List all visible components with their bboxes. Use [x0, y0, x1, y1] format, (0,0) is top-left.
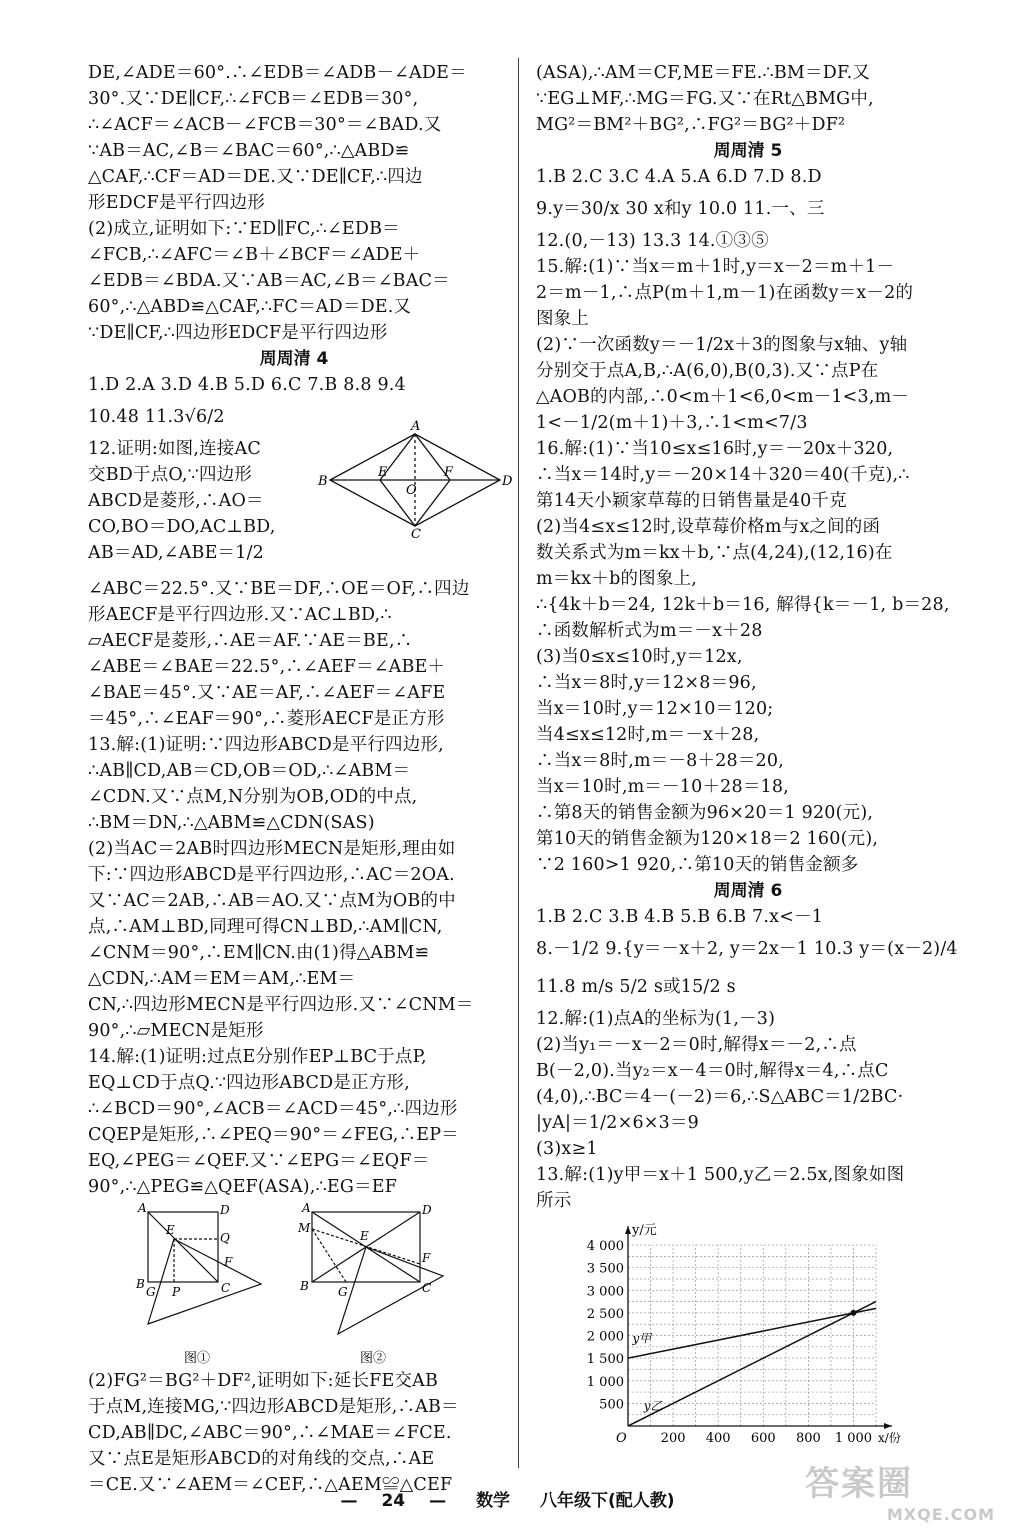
label-o: O: [406, 483, 417, 498]
left-text-block-a: [88, 60, 500, 346]
text-line: 90°,∴▱MECN是矩形: [88, 1021, 264, 1041]
intersection-point: [850, 1310, 856, 1316]
fig1-label-g: G: [146, 1285, 156, 1299]
text-line: 当x＝10时,y＝12×10＝120;: [536, 699, 774, 719]
y-tick-label: 1 000: [586, 1374, 624, 1390]
answers-5-line-2: 9.y＝30/x 30 x和y 10.0 11.一、三: [536, 199, 825, 219]
text-line: ∴∠ACF＝∠ACB－∠FCB＝30°＝∠BAD.又: [88, 115, 442, 135]
text-line: 15.解:(1)∵当x＝m＋1时,y＝x－2＝m＋1－: [536, 257, 895, 277]
text-line: ABCD是菱形,∴AO＝: [88, 491, 264, 511]
fig2-label-b: B: [300, 1279, 309, 1293]
label-d: D: [502, 474, 513, 489]
text-line: 13.解:(1)证明:∵四边形ABCD是平行四边形,: [88, 735, 444, 755]
text-line: ∵2 160>1 920,∴第10天的销售金额多: [536, 855, 859, 875]
text-line: DE,∠ADE＝60°.∴∠EDB＝∠ADB－∠ADE＝: [88, 63, 467, 83]
label-b: B: [318, 474, 328, 489]
series-line: [628, 1302, 876, 1426]
heading-zhouzhouqing-4: 周周清 4: [259, 349, 329, 369]
answers-6-line-3: 11.8 m/s 5/2 s或15/2 s: [536, 977, 736, 997]
text-line: (4,0),∴BC＝4－(－2)＝6,∴S△ABC＝1/2BC·: [536, 1087, 904, 1107]
text-line: 所示: [536, 1191, 572, 1211]
y-tick-label: 1 500: [586, 1352, 624, 1368]
text-line: EQ⊥CD于点Q.∵四边形ABCD是正方形,: [88, 1073, 410, 1093]
text-line: AB＝AD,∠ABE＝1/2: [88, 543, 265, 563]
text-line: ∴{4k＋b＝24, 12k＋b＝16, 解得{k＝－1, b＝28,: [536, 595, 950, 615]
left-text-block-b: [88, 576, 500, 1200]
diagonal-ac: [148, 1212, 218, 1282]
label-c: C: [411, 527, 421, 542]
page-footer: — 24 — 数学 八年级下(配人教): [340, 1491, 675, 1511]
text-line: ∵AB＝AC,∠B＝∠BAC＝60°,∴△ABD≌: [88, 141, 410, 161]
answers-6-line-2: 8.－1/2 9.{y＝－x＋2, y＝2x－1 10.3 y＝(x－2)/4: [536, 939, 958, 959]
figure-2: [298, 1201, 468, 1366]
text-line: ∴函数解析式为m＝－x＋28: [536, 621, 763, 641]
text-line: MG²＝BM²＋BG²,∴FG²＝BG²＋DF²: [536, 115, 846, 135]
footer-grade: 八年级下(配人教): [539, 1491, 675, 1511]
footer-subject: 数学: [476, 1491, 511, 1511]
text-line: ∴BM＝DN,∴△ABM≌△CDN(SAS): [88, 813, 375, 833]
text-line: ∠EDB＝∠BDA.又∵AB＝AC,∠B＝∠BAC＝: [88, 271, 450, 291]
series-label: y甲: [632, 1331, 652, 1346]
fig2-label-g: G: [338, 1285, 348, 1299]
fig2-label-c: C: [422, 1281, 432, 1295]
text-line: 点,∴AM⊥BD,同理可得CN⊥BD,∴AM∥CN,: [88, 917, 443, 937]
text-line: ∵EG⊥MF,∴MG＝FG.又∵在Rt△BMG中,: [536, 89, 874, 109]
y-tick-label: 3 000: [586, 1284, 624, 1300]
text-line: (3)x≥1: [536, 1139, 598, 1159]
text-line: 形EDCF是平行四边形: [88, 193, 266, 213]
answers-5-line-3: 12.(0,－13) 13.3 14.①③⑤: [536, 231, 769, 251]
heading-zhouzhouqing-5: 周周清 5: [713, 141, 783, 161]
text-line: 形AECF是平行四边形.又∵AC⊥BD,∴: [88, 605, 392, 625]
text-line: (2)成立,证明如下:∵ED∥FC,∴∠EDB＝: [88, 219, 400, 239]
fig2-label-f: F: [422, 1251, 431, 1265]
figure-1: [136, 1201, 276, 1366]
text-line: 16.解:(1)∵当10≤x≤16时,y＝－20x＋320,: [536, 439, 894, 459]
answers-6-line-1: 1.B 2.C 3.B 4.B 5.B 6.B 7.x<－1: [536, 907, 824, 927]
text-line: ＝45°,∴∠EAF＝90°,∴菱形AECF是正方形: [88, 709, 445, 729]
origin-label: O: [616, 1431, 627, 1446]
text-line: △CAF,∴CF＝AD＝DE.又∵DE∥CF,∴四边: [88, 167, 423, 187]
text-line: ∠CDN.又∵点M,N分别为OB,OD的中点,: [88, 787, 418, 807]
text-line: ∵DE∥CF,∴四边形EDCF是平行四边形: [88, 323, 388, 343]
y-tick-label: 3 500: [586, 1261, 624, 1277]
y-tick-label: 4 000: [586, 1239, 624, 1255]
text-line: CQEP是矩形,∴∠PEQ＝90°＝∠FEG,∴EP＝: [88, 1125, 459, 1145]
text-line: △CDN,∴AM＝EM＝AM,∴EM＝: [88, 969, 356, 989]
column-divider: [518, 58, 519, 1468]
x-tick-label: 400: [705, 1431, 731, 1446]
text-line: ∠FCB,∴∠AFC＝∠B＋∠BCF＝∠ADE＋: [88, 245, 421, 265]
text-line: 又∵AC＝2AB,∴AB＝AO.又∵点M为OB的中: [88, 891, 456, 911]
fig2-caption: 图②: [360, 1351, 387, 1366]
x-tick-label: 1 000: [834, 1431, 873, 1446]
text-line: ∴当x＝14时,y＝－20×14＋320＝40(千克),∴: [536, 465, 910, 485]
text-line: 第10天的销售金额为120×18＝2 160(元),: [536, 829, 879, 849]
answers-4-line-1: 1.D 2.A 3.D 4.B 5.D 6.C 7.B 8.8 9.4: [88, 375, 406, 395]
x-tick-label: 200: [660, 1431, 686, 1446]
fig1-label-d: D: [220, 1203, 230, 1217]
text-line: (2)∵一次函数y＝－1/2x＋3的图象与x轴、y轴: [536, 335, 908, 355]
text-line: △AOB的内部,∴0<m＋1<6,0<m－1<3,m－: [536, 387, 910, 407]
series-line: [628, 1308, 876, 1358]
text-line: ＝CE.又∵∠AEM＝∠CEF,∴△AEM≌△CEF: [88, 1475, 453, 1495]
text-line: (ASA),∴AM＝CF,ME＝FE.∴BM＝DF.又: [536, 63, 871, 83]
text-line: ∴AB∥CD,AB＝CD,OB＝OD,∴∠ABM＝: [88, 761, 411, 781]
watermark-site: MXQE.COM: [886, 1505, 995, 1524]
text-line: 13.解:(1)y甲＝x＋1 500,y乙＝2.5x,图象如图: [536, 1165, 905, 1185]
right-column: [536, 60, 960, 1450]
text-line: 数关系式为m＝kx＋b,∵点(4,24),(12,16)在: [536, 543, 893, 563]
text-line: 当4≤x≤12时,m＝－x＋28,: [536, 725, 760, 745]
right-text-block-b: [536, 254, 960, 878]
text-line: ∴当x＝8时,y＝12×8＝96,: [536, 673, 757, 693]
text-line: ∴∠BCD＝90°,∠ACB＝∠ACD＝45°,∴四边形: [88, 1099, 458, 1119]
q12-text: [88, 436, 276, 566]
text-line: 2＝m－1,∴点P(m＋1,m－1)在函数y＝x－2的: [536, 283, 914, 303]
rhombus-figure: [318, 419, 513, 542]
text-line: 分别交于点A,B,∴A(6,0),B(0,3).又∵点P在: [536, 361, 879, 381]
text-line: CO,BO＝DO,AC⊥BD,: [88, 517, 276, 537]
y-axis-label: y/元: [632, 1223, 657, 1238]
fig1-label-c: C: [221, 1281, 231, 1295]
text-line: 下:∵四边形ABCD是平行四边形,∴AC＝2OA.: [88, 865, 455, 885]
cost-line-chart: [576, 1218, 906, 1450]
y-tick-label: 2 500: [586, 1306, 624, 1322]
text-line: 60°,∴△ABD≌△CAF,∴FC＝AD＝DE.又: [88, 297, 412, 317]
fig1-label-q: Q: [220, 1231, 230, 1245]
q14-figures: [88, 1200, 500, 1368]
text-line: m＝kx＋b的图象上,: [536, 569, 698, 589]
label-f: F: [444, 465, 454, 480]
text-line: 12.解:(1)点A的坐标为(1,－3): [536, 1009, 776, 1029]
fig2-label-m: M: [298, 1221, 311, 1235]
heading-zhouzhouqing-6: 周周清 6: [713, 881, 783, 901]
fig1-caption: 图①: [184, 1351, 211, 1366]
left-text-block-c: [88, 1368, 500, 1498]
text-line: (2)当AC＝2AB时四边形MECN是矩形,理由如: [88, 839, 456, 859]
text-line: B(－2,0).当y₂＝x－4＝0时,解得x＝4,∴点C: [536, 1061, 889, 1081]
y-tick-label: 500: [599, 1397, 624, 1413]
text-line: 30°.又∵DE∥CF,∴∠FCB＝∠EDB＝30°,: [88, 89, 419, 109]
page-number: 24: [381, 1491, 406, 1511]
fig1-label-e: E: [166, 1223, 175, 1237]
y-axis-arrow: [625, 1226, 631, 1234]
right-text-block-c: [536, 1006, 960, 1214]
text-line: 第14天小颖家草莓的日销售量是40千克: [536, 491, 847, 511]
answers-5-line-1: 1.B 2.C 3.C 4.A 5.A 6.D 7.D 8.D: [536, 167, 822, 187]
text-line: 14.解:(1)证明:过点E分别作EP⊥BC于点P,: [88, 1047, 427, 1067]
series-label: y乙: [643, 1399, 663, 1414]
text-line: ▱AECF是菱形,∴AE＝AF.∵AE＝BE,∴: [88, 631, 413, 651]
fig1-label-p: P: [172, 1285, 181, 1299]
answers-4-line-2: 10.48 11.3√6/2: [88, 407, 225, 427]
text-line: ∠ABC＝22.5°.又∵BE＝DF,∴OE＝OF,∴四边: [88, 579, 470, 599]
watermark-logo: 答案圈: [805, 1464, 913, 1504]
text-line: 又∵点E是矩形ABCD的对角线的交点,∴AE: [88, 1449, 435, 1469]
fig2-label-e: E: [360, 1229, 369, 1243]
text-line: ∠BAE＝45°.又∵AE＝AF,∴∠AEF＝∠AFE: [88, 683, 446, 703]
watermark: [805, 1456, 995, 1530]
text-line: 12.证明:如图,连接AC: [88, 439, 261, 459]
text-line: ∠ABE＝∠BAE＝22.5°,∴∠AEF＝∠ABE＋: [88, 657, 446, 677]
text-line: CD,AB∥DC,∠ABC＝90°,∴∠MAE＝∠FCE.: [88, 1423, 452, 1443]
label-e: E: [378, 465, 388, 480]
text-line: 图象上: [536, 309, 590, 329]
text-line: CN,∴四边形MECN是平行四边形.又∵∠CNM＝: [88, 995, 474, 1015]
left-column: [88, 60, 513, 1498]
text-line: 交BD于点O,∵四边形: [88, 465, 253, 485]
x-tick-label: 800: [795, 1431, 821, 1446]
y-tick-label: 2 000: [586, 1329, 624, 1345]
x-tick-label: 600: [750, 1431, 776, 1446]
right-text-block-a: [536, 60, 960, 138]
line-mg: [312, 1229, 346, 1282]
label-a: A: [411, 419, 421, 434]
text-line: 于点M,连接MG,∵四边形ABCD是矩形,∴AB＝: [88, 1397, 459, 1417]
text-line: (2)当y₁＝－x－2＝0时,解得x＝－2,∴点: [536, 1035, 857, 1055]
fig1-label-b: B: [136, 1277, 145, 1291]
text-line: |yA|＝1/2×6×3＝9: [536, 1113, 700, 1133]
fig2-label-d: D: [422, 1203, 432, 1217]
q12-block: [88, 419, 513, 576]
fig1-label-a: A: [138, 1201, 147, 1215]
x-axis-label: x/份: [878, 1431, 901, 1445]
text-line: ∴当x＝8时,m＝－8＋28＝20,: [536, 751, 784, 771]
text-line: (2)FG²＝BG²＋DF²,证明如下:延长FE交AB: [88, 1371, 439, 1391]
text-line: 90°,∴△PEG≌△QEF(ASA),∴EG＝EF: [88, 1177, 398, 1197]
text-line: ∠CNM＝90°,∴EM∥CN.由(1)得△ABM≌: [88, 943, 430, 963]
text-line: ∴第8天的销售金额为96×20＝1 920(元),: [536, 803, 874, 823]
text-line: (3)当0≤x≤10时,y＝12x,: [536, 647, 743, 667]
fig1-label-f: F: [224, 1255, 233, 1269]
fig2-label-a: A: [302, 1201, 311, 1215]
text-line: 当x＝10时,m＝－10＋28＝18,: [536, 777, 789, 797]
x-axis-arrow: [884, 1423, 892, 1429]
text-line: EQ,∠PEG＝∠QEF.又∵∠EPG＝∠EQF＝: [88, 1151, 430, 1171]
text-line: (2)当4≤x≤12时,设草莓价格m与x之间的函: [536, 517, 881, 537]
text-line: 1<－1/2(m＋1)＋3,∴1<m<7/3: [536, 413, 808, 433]
